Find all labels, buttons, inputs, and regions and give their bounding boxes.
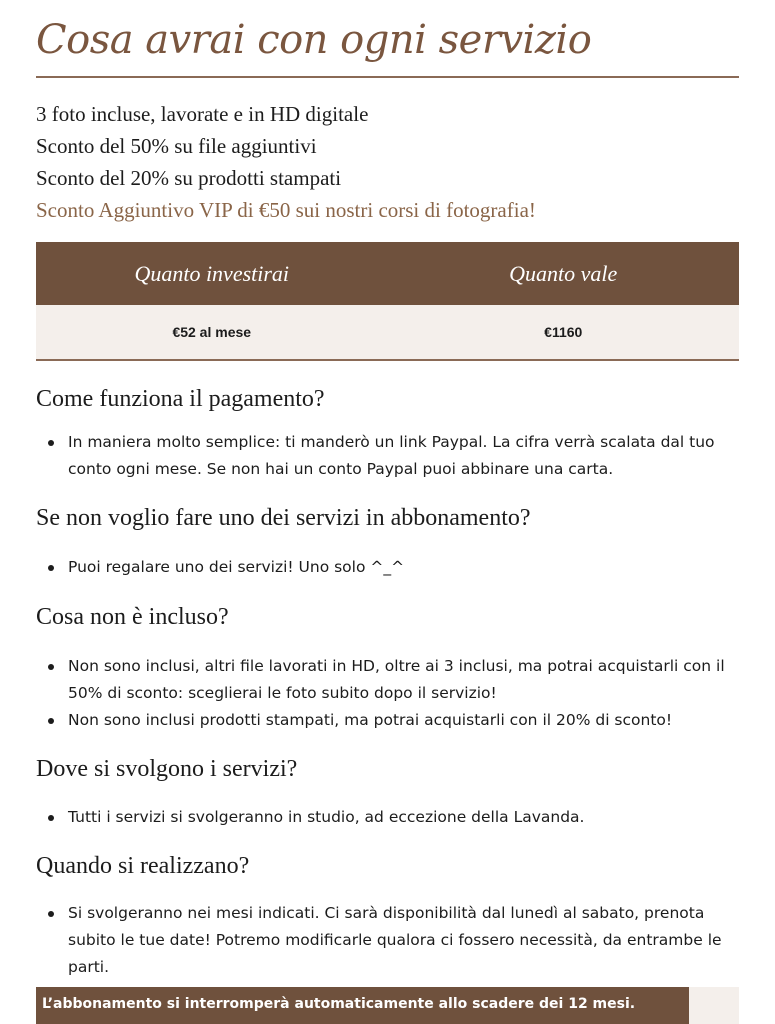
- faq-answer: In maniera molto semplice: ti manderò un link Paypal. La cifra verrà scalata dal tuo conto ogni mese. Se non hai un conto Paypal puoi abbinare una carta.: [36, 429, 739, 483]
- faq-answers-skip-service: [36, 554, 739, 581]
- value-amount: €1160: [388, 305, 740, 360]
- faq-answer: Si svolgeranno nei mesi indicati. Ci sarà disponibilità dal lunedì al sabato, prenota subito le tue date! Potremo modificarle qualora ci fossero necessità, da entrambe le parti.: [36, 900, 739, 981]
- faq-answer: Tutti i servizi si svolgeranno in studio, ad eccezione della Lavanda.: [36, 804, 739, 831]
- faq-answer: Puoi regalare uno dei servizi! Uno solo ^_^: [36, 554, 739, 581]
- benefit-photos: 3 foto incluse, lavorate e in HD digitale: [36, 102, 369, 126]
- faq-answers-payment: [36, 429, 739, 483]
- footer-note: L’abbonamento si interromperà automaticamente allo scadere dei 12 mesi.: [36, 987, 689, 1024]
- faq-question-payment: Come funziona il pagamento?: [36, 386, 325, 412]
- faq-section: [36, 384, 739, 981]
- faq-answers-location: [36, 804, 739, 831]
- faq-question-not-included: Cosa non è incluso?: [36, 604, 229, 630]
- faq-answers-not-included: [36, 653, 739, 734]
- faq-question-when: Quando si realizzano?: [36, 853, 250, 879]
- price-table: [36, 242, 739, 361]
- faq-answer: Non sono inclusi, altri file lavorati in HD, oltre ai 3 inclusi, ma potrai acquistarli con il 50% di sconto: sceglierai le foto subito dopo il servizio!: [36, 653, 739, 707]
- header-investment: Quanto investirai: [36, 242, 388, 305]
- faq-answer: Non sono inclusi prodotti stampati, ma potrai acquistarli con il 20% di sconto!: [36, 707, 739, 734]
- investment-amount: €52 al mese: [36, 305, 388, 360]
- benefit-prints-discount: Sconto del 20% su prodotti stampati: [36, 166, 342, 190]
- header-value: Quanto vale: [388, 242, 740, 305]
- faq-answers-when: [36, 900, 739, 981]
- benefit-vip-discount: Sconto Aggiuntivo VIP di €50 sui nostri corsi di fotografia!: [36, 198, 536, 222]
- benefit-extra-files-discount: Sconto del 50% su file aggiuntivi: [36, 134, 317, 158]
- faq-question-skip-service: Se non voglio fare uno dei servizi in abbonamento?: [36, 505, 531, 531]
- page-title: Cosa avrai con ogni servizio: [36, 0, 739, 78]
- price-table-header-row: [36, 242, 739, 305]
- benefits-list: [36, 98, 739, 226]
- page: [36, 0, 739, 981]
- footer-side-panel: [689, 987, 739, 1024]
- price-table-row: [36, 305, 739, 360]
- faq-question-location: Dove si svolgono i servizi?: [36, 756, 298, 782]
